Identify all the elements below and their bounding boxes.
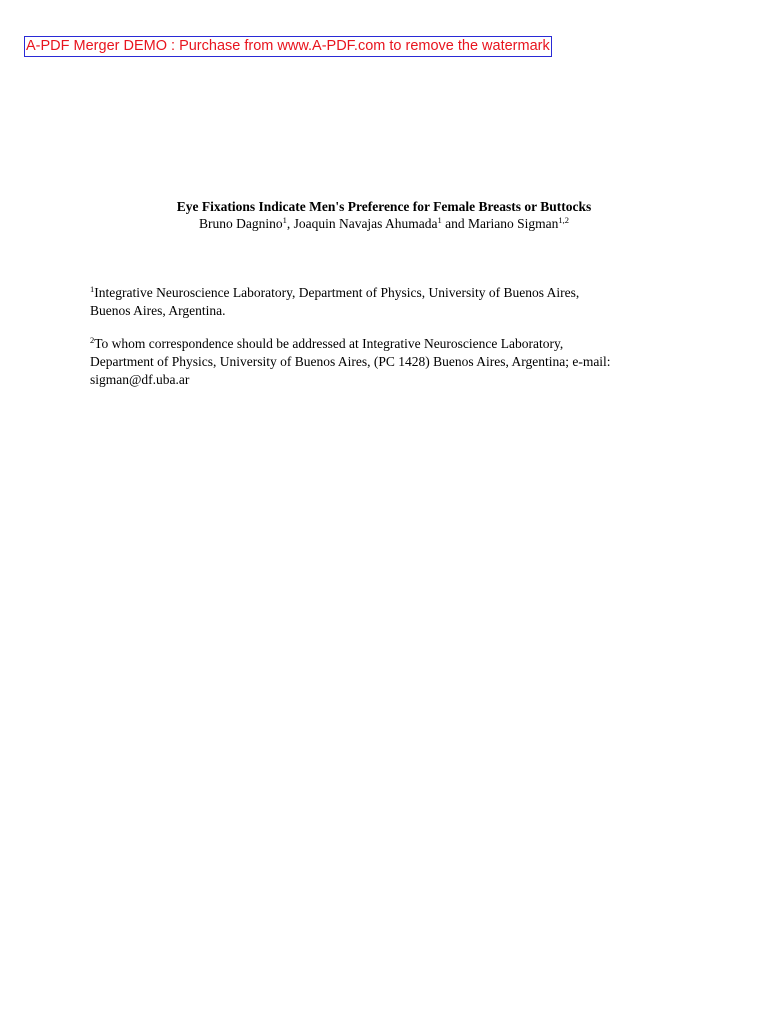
author-affiliation-mark: 1,2: [558, 215, 570, 225]
author-affiliation-mark: 1: [437, 215, 442, 225]
affiliation-mark: 1: [90, 284, 95, 294]
correspondence-email[interactable]: sigman@df.uba.ar: [90, 372, 190, 387]
title-block: [0, 198, 768, 232]
author-name: Bruno Dagnino: [198, 216, 283, 231]
affiliation-2: [90, 335, 690, 389]
affiliation-line: Buenos Aires, Argentina.: [90, 303, 226, 318]
affiliation-1: [90, 284, 690, 320]
affiliation-mark: 2: [90, 335, 95, 345]
author-affiliation-mark: 1: [282, 215, 287, 225]
author-name: Mariano Sigman: [468, 216, 559, 231]
watermark-link[interactable]: A-PDF Merger DEMO : Purchase from www.A-PDF.com to remove the watermark: [24, 36, 552, 57]
author-separator: and: [441, 216, 469, 231]
paper-title: Eye Fixations Indicate Men's Preference for Female Breasts or Buttocks: [176, 199, 592, 214]
author-name: Joaquin Navajas Ahumada: [293, 216, 438, 231]
author-separator: ,: [286, 216, 294, 231]
affiliation-line: Integrative Neuroscience Laboratory, Department of Physics, University of Buenos Aires,: [94, 285, 580, 300]
correspondence-line: To whom correspondence should be addressed at Integrative Neuroscience Laboratory,: [94, 336, 564, 351]
correspondence-line: Department of Physics, University of Buenos Aires, (PC 1428) Buenos Aires, Argentina; e-mail:: [90, 354, 611, 369]
author-list: [0, 215, 768, 232]
